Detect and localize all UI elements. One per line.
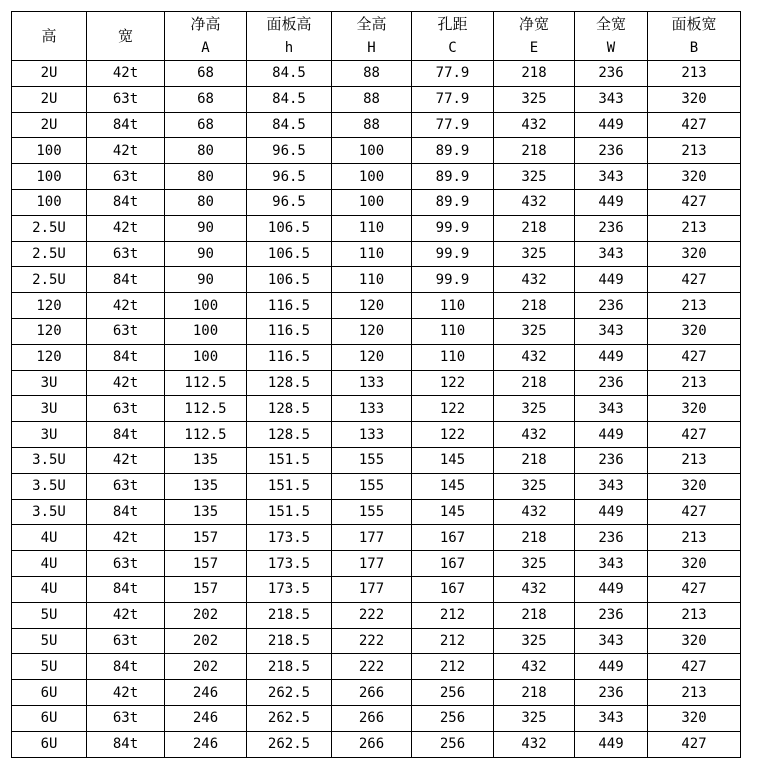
table-cell: 63t xyxy=(87,628,165,654)
table-cell: 427 xyxy=(648,189,741,215)
table-cell: 343 xyxy=(575,241,648,267)
column-header-label: 面板高 xyxy=(266,15,312,33)
column-header xyxy=(412,12,494,61)
table-row xyxy=(12,525,741,551)
table-cell: 63t xyxy=(87,318,165,344)
table-cell: 116.5 xyxy=(247,318,332,344)
table-cell: 343 xyxy=(575,164,648,190)
table-cell: 325 xyxy=(494,318,575,344)
table-cell: 246 xyxy=(165,680,247,706)
table-cell: 96.5 xyxy=(247,164,332,190)
table-cell: 266 xyxy=(332,680,412,706)
table-cell: 100 xyxy=(332,164,412,190)
table-cell: 151.5 xyxy=(247,473,332,499)
table-cell: 320 xyxy=(648,473,741,499)
table-cell: 63t xyxy=(87,551,165,577)
table-cell: 246 xyxy=(165,731,247,757)
table-cell: 42t xyxy=(87,525,165,551)
table-cell: 42t xyxy=(87,370,165,396)
table-cell: 213 xyxy=(648,602,741,628)
table-row xyxy=(12,396,741,422)
table-cell: 202 xyxy=(165,602,247,628)
column-header-label: 高 xyxy=(41,27,57,45)
table-cell: 96.5 xyxy=(247,189,332,215)
table-cell: 120 xyxy=(12,293,87,319)
table-row xyxy=(12,241,741,267)
column-header-label: 全高 xyxy=(356,15,387,33)
table-cell: 449 xyxy=(575,189,648,215)
table-cell: 432 xyxy=(494,112,575,138)
table-cell: 449 xyxy=(575,654,648,680)
table-row xyxy=(12,164,741,190)
table-cell: 100 xyxy=(165,293,247,319)
table-cell: 325 xyxy=(494,396,575,422)
table-cell: 110 xyxy=(332,215,412,241)
table-cell: 167 xyxy=(412,551,494,577)
table-cell: 4U xyxy=(12,551,87,577)
table-cell: 325 xyxy=(494,473,575,499)
table-cell: 84t xyxy=(87,654,165,680)
table-cell: 167 xyxy=(412,525,494,551)
table-cell: 320 xyxy=(648,318,741,344)
table-cell: 236 xyxy=(575,680,648,706)
column-header-symbol: h xyxy=(284,40,294,56)
table-cell: 110 xyxy=(332,241,412,267)
table-cell: 432 xyxy=(494,344,575,370)
table-cell: 325 xyxy=(494,551,575,577)
table-cell: 177 xyxy=(332,576,412,602)
table-cell: 2.5U xyxy=(12,215,87,241)
table-cell: 110 xyxy=(412,318,494,344)
table-cell: 155 xyxy=(332,447,412,473)
table-cell: 432 xyxy=(494,267,575,293)
table-cell: 145 xyxy=(412,447,494,473)
table-cell: 110 xyxy=(412,293,494,319)
table-cell: 222 xyxy=(332,628,412,654)
table-cell: 120 xyxy=(332,318,412,344)
table-cell: 173.5 xyxy=(247,525,332,551)
column-header-symbol: C xyxy=(448,40,457,56)
table-cell: 5U xyxy=(12,654,87,680)
table-cell: 213 xyxy=(648,525,741,551)
column-header xyxy=(247,12,332,61)
table-cell: 42t xyxy=(87,138,165,164)
table-cell: 155 xyxy=(332,499,412,525)
table-cell: 84t xyxy=(87,112,165,138)
table-row xyxy=(12,731,741,757)
table-cell: 77.9 xyxy=(412,112,494,138)
table-cell: 63t xyxy=(87,705,165,731)
table-cell: 68 xyxy=(165,86,247,112)
column-header-symbol: H xyxy=(367,40,376,56)
table-cell: 63t xyxy=(87,396,165,422)
table-cell: 6U xyxy=(12,680,87,706)
table-cell: 122 xyxy=(412,422,494,448)
table-cell: 90 xyxy=(165,215,247,241)
table-cell: 449 xyxy=(575,499,648,525)
table-cell: 42t xyxy=(87,215,165,241)
table-cell: 90 xyxy=(165,267,247,293)
table-row xyxy=(12,680,741,706)
table-cell: 122 xyxy=(412,396,494,422)
table-cell: 100 xyxy=(165,344,247,370)
table-cell: 218 xyxy=(494,680,575,706)
table-cell: 100 xyxy=(332,138,412,164)
table-row xyxy=(12,189,741,215)
table-cell: 173.5 xyxy=(247,551,332,577)
column-header-label: 孔距 xyxy=(437,15,468,33)
table-cell: 427 xyxy=(648,112,741,138)
table-cell: 112.5 xyxy=(165,396,247,422)
table-cell: 167 xyxy=(412,576,494,602)
table-cell: 90 xyxy=(165,241,247,267)
table-row xyxy=(12,551,741,577)
table-row xyxy=(12,344,741,370)
table-cell: 427 xyxy=(648,654,741,680)
table-row xyxy=(12,138,741,164)
table-cell: 213 xyxy=(648,370,741,396)
table-cell: 120 xyxy=(12,344,87,370)
table-cell: 42t xyxy=(87,447,165,473)
column-header-symbol: A xyxy=(201,40,210,56)
table-cell: 212 xyxy=(412,654,494,680)
table-cell: 135 xyxy=(165,473,247,499)
table-cell: 222 xyxy=(332,654,412,680)
table-cell: 5U xyxy=(12,602,87,628)
table-cell: 100 xyxy=(12,189,87,215)
table-cell: 449 xyxy=(575,112,648,138)
table-cell: 236 xyxy=(575,215,648,241)
table-cell: 89.9 xyxy=(412,164,494,190)
table-cell: 213 xyxy=(648,138,741,164)
table-cell: 84t xyxy=(87,499,165,525)
table-cell: 427 xyxy=(648,499,741,525)
table-cell: 100 xyxy=(12,164,87,190)
table-cell: 68 xyxy=(165,112,247,138)
table-cell: 99.9 xyxy=(412,241,494,267)
table-cell: 84.5 xyxy=(247,61,332,87)
table-row xyxy=(12,112,741,138)
table-cell: 116.5 xyxy=(247,293,332,319)
table-cell: 84.5 xyxy=(247,112,332,138)
table-cell: 449 xyxy=(575,267,648,293)
column-header-label: 净宽 xyxy=(518,15,549,33)
table-cell: 84.5 xyxy=(247,86,332,112)
table-cell: 432 xyxy=(494,576,575,602)
table-cell: 110 xyxy=(412,344,494,370)
table-cell: 42t xyxy=(87,602,165,628)
column-header xyxy=(575,12,648,61)
table-cell: 449 xyxy=(575,731,648,757)
table-row xyxy=(12,654,741,680)
table-cell: 3U xyxy=(12,370,87,396)
table-cell: 100 xyxy=(12,138,87,164)
table-cell: 116.5 xyxy=(247,344,332,370)
table-cell: 262.5 xyxy=(247,705,332,731)
table-row xyxy=(12,499,741,525)
table-row xyxy=(12,370,741,396)
table-body xyxy=(12,61,741,758)
table-cell: 218.5 xyxy=(247,654,332,680)
table-cell: 2.5U xyxy=(12,267,87,293)
table-cell: 213 xyxy=(648,447,741,473)
table-cell: 218 xyxy=(494,215,575,241)
table-cell: 236 xyxy=(575,138,648,164)
table-cell: 110 xyxy=(332,267,412,293)
table-cell: 432 xyxy=(494,654,575,680)
table-cell: 343 xyxy=(575,396,648,422)
table-row xyxy=(12,215,741,241)
spec-table xyxy=(11,11,741,758)
table-cell: 5U xyxy=(12,628,87,654)
table-cell: 218.5 xyxy=(247,602,332,628)
table-cell: 89.9 xyxy=(412,189,494,215)
table-cell: 343 xyxy=(575,318,648,344)
table-cell: 106.5 xyxy=(247,267,332,293)
table-cell: 320 xyxy=(648,551,741,577)
column-header xyxy=(332,12,412,61)
column-header-label: 面板宽 xyxy=(671,15,717,33)
table-cell: 68 xyxy=(165,61,247,87)
table-cell: 145 xyxy=(412,499,494,525)
table-cell: 63t xyxy=(87,86,165,112)
table-cell: 212 xyxy=(412,602,494,628)
table-cell: 100 xyxy=(332,189,412,215)
table-cell: 106.5 xyxy=(247,215,332,241)
table-cell: 236 xyxy=(575,602,648,628)
table-cell: 157 xyxy=(165,576,247,602)
table-cell: 3.5U xyxy=(12,447,87,473)
table-cell: 256 xyxy=(412,705,494,731)
table-cell: 100 xyxy=(165,318,247,344)
table-cell: 3U xyxy=(12,422,87,448)
table-cell: 84t xyxy=(87,422,165,448)
table-cell: 320 xyxy=(648,705,741,731)
table-cell: 213 xyxy=(648,215,741,241)
table-cell: 177 xyxy=(332,525,412,551)
table-cell: 3.5U xyxy=(12,499,87,525)
table-cell: 218 xyxy=(494,602,575,628)
table-cell: 325 xyxy=(494,628,575,654)
table-cell: 427 xyxy=(648,267,741,293)
table-cell: 84t xyxy=(87,731,165,757)
table-cell: 151.5 xyxy=(247,447,332,473)
table-cell: 6U xyxy=(12,731,87,757)
table-cell: 256 xyxy=(412,680,494,706)
table-cell: 155 xyxy=(332,473,412,499)
table-cell: 84t xyxy=(87,576,165,602)
table-cell: 246 xyxy=(165,705,247,731)
table-cell: 449 xyxy=(575,344,648,370)
table-cell: 202 xyxy=(165,654,247,680)
table-cell: 112.5 xyxy=(165,422,247,448)
table-cell: 63t xyxy=(87,164,165,190)
table-cell: 3U xyxy=(12,396,87,422)
table-cell: 218.5 xyxy=(247,628,332,654)
column-header xyxy=(494,12,575,61)
table-cell: 222 xyxy=(332,602,412,628)
column-header-label: 净高 xyxy=(190,15,221,33)
table-cell: 145 xyxy=(412,473,494,499)
table-cell: 449 xyxy=(575,576,648,602)
table-cell: 80 xyxy=(165,138,247,164)
column-header xyxy=(12,12,87,61)
table-cell: 99.9 xyxy=(412,267,494,293)
table-cell: 173.5 xyxy=(247,576,332,602)
table-cell: 63t xyxy=(87,473,165,499)
table-row xyxy=(12,602,741,628)
table-cell: 427 xyxy=(648,344,741,370)
column-header-label: 全宽 xyxy=(595,15,626,33)
table-row xyxy=(12,86,741,112)
table-cell: 218 xyxy=(494,525,575,551)
table-cell: 325 xyxy=(494,86,575,112)
table-cell: 88 xyxy=(332,112,412,138)
table-cell: 157 xyxy=(165,525,247,551)
table-cell: 236 xyxy=(575,61,648,87)
table-cell: 343 xyxy=(575,86,648,112)
table-cell: 84t xyxy=(87,344,165,370)
column-header xyxy=(648,12,741,61)
table-row xyxy=(12,628,741,654)
table-cell: 212 xyxy=(412,628,494,654)
table-cell: 177 xyxy=(332,551,412,577)
table-cell: 256 xyxy=(412,731,494,757)
table-cell: 320 xyxy=(648,164,741,190)
table-cell: 128.5 xyxy=(247,370,332,396)
table-cell: 325 xyxy=(494,705,575,731)
table-cell: 218 xyxy=(494,447,575,473)
table-cell: 3.5U xyxy=(12,473,87,499)
table-cell: 236 xyxy=(575,447,648,473)
table-cell: 120 xyxy=(332,293,412,319)
table-cell: 133 xyxy=(332,422,412,448)
table-cell: 343 xyxy=(575,628,648,654)
table-cell: 151.5 xyxy=(247,499,332,525)
table-cell: 133 xyxy=(332,396,412,422)
table-cell: 427 xyxy=(648,576,741,602)
table-row xyxy=(12,705,741,731)
table-cell: 236 xyxy=(575,293,648,319)
table-row xyxy=(12,293,741,319)
table-cell: 89.9 xyxy=(412,138,494,164)
table-cell: 120 xyxy=(332,344,412,370)
table-cell: 4U xyxy=(12,525,87,551)
table-cell: 6U xyxy=(12,705,87,731)
table-cell: 135 xyxy=(165,447,247,473)
table-cell: 112.5 xyxy=(165,370,247,396)
column-header xyxy=(87,12,165,61)
table-cell: 80 xyxy=(165,164,247,190)
table-cell: 236 xyxy=(575,370,648,396)
table-row xyxy=(12,473,741,499)
column-header xyxy=(165,12,247,61)
table-header xyxy=(12,12,741,61)
table-cell: 84t xyxy=(87,267,165,293)
table-cell: 427 xyxy=(648,422,741,448)
table-cell: 133 xyxy=(332,370,412,396)
table-cell: 325 xyxy=(494,241,575,267)
table-cell: 135 xyxy=(165,499,247,525)
table-cell: 128.5 xyxy=(247,422,332,448)
table-cell: 218 xyxy=(494,61,575,87)
table-cell: 63t xyxy=(87,241,165,267)
table-row xyxy=(12,422,741,448)
header-row xyxy=(12,12,741,61)
table-cell: 213 xyxy=(648,61,741,87)
column-header-symbol: B xyxy=(689,40,699,56)
table-cell: 432 xyxy=(494,422,575,448)
table-cell: 106.5 xyxy=(247,241,332,267)
table-cell: 432 xyxy=(494,731,575,757)
table-cell: 343 xyxy=(575,705,648,731)
table-cell: 99.9 xyxy=(412,215,494,241)
table-cell: 42t xyxy=(87,680,165,706)
table-cell: 320 xyxy=(648,86,741,112)
table-cell: 320 xyxy=(648,241,741,267)
table-cell: 2.5U xyxy=(12,241,87,267)
table-row xyxy=(12,576,741,602)
table-cell: 88 xyxy=(332,61,412,87)
table-cell: 213 xyxy=(648,293,741,319)
table-cell: 84t xyxy=(87,189,165,215)
table-cell: 2U xyxy=(12,61,87,87)
table-cell: 236 xyxy=(575,525,648,551)
table-cell: 266 xyxy=(332,705,412,731)
table-cell: 325 xyxy=(494,164,575,190)
column-header-symbol: W xyxy=(606,40,616,56)
table-cell: 218 xyxy=(494,370,575,396)
table-cell: 432 xyxy=(494,189,575,215)
table-cell: 262.5 xyxy=(247,680,332,706)
table-cell: 320 xyxy=(648,396,741,422)
table-cell: 122 xyxy=(412,370,494,396)
table-cell: 77.9 xyxy=(412,61,494,87)
column-header-symbol: E xyxy=(529,40,539,56)
table-cell: 42t xyxy=(87,293,165,319)
table-cell: 343 xyxy=(575,551,648,577)
table-cell: 2U xyxy=(12,112,87,138)
table-cell: 77.9 xyxy=(412,86,494,112)
table-cell: 218 xyxy=(494,293,575,319)
table-cell: 266 xyxy=(332,731,412,757)
table-cell: 202 xyxy=(165,628,247,654)
table-cell: 320 xyxy=(648,628,741,654)
table-row xyxy=(12,447,741,473)
table-cell: 432 xyxy=(494,499,575,525)
table-cell: 343 xyxy=(575,473,648,499)
table-row xyxy=(12,267,741,293)
table-cell: 213 xyxy=(648,680,741,706)
table-cell: 2U xyxy=(12,86,87,112)
table-cell: 96.5 xyxy=(247,138,332,164)
table-cell: 157 xyxy=(165,551,247,577)
table-cell: 449 xyxy=(575,422,648,448)
table-cell: 218 xyxy=(494,138,575,164)
table-cell: 128.5 xyxy=(247,396,332,422)
table-row xyxy=(12,318,741,344)
table-row xyxy=(12,61,741,87)
table-cell: 42t xyxy=(87,61,165,87)
table-cell: 120 xyxy=(12,318,87,344)
table-cell: 80 xyxy=(165,189,247,215)
column-header-label: 宽 xyxy=(117,27,133,45)
table-cell: 4U xyxy=(12,576,87,602)
table-cell: 88 xyxy=(332,86,412,112)
table-cell: 427 xyxy=(648,731,741,757)
table-cell: 262.5 xyxy=(247,731,332,757)
